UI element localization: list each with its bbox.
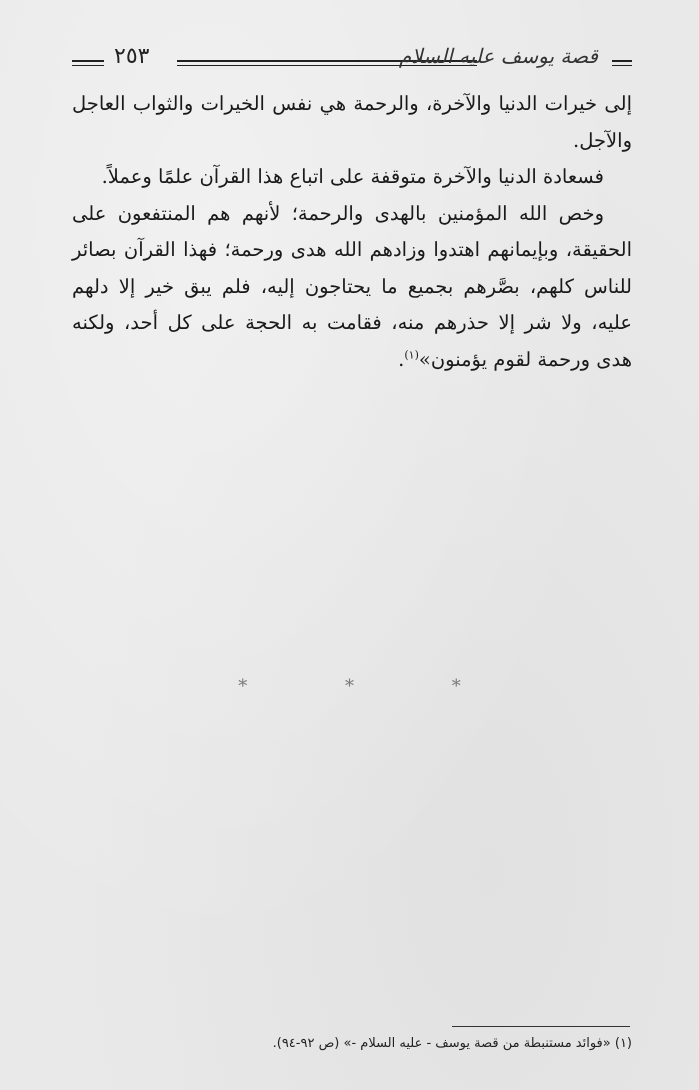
footnote-rule bbox=[452, 1026, 630, 1027]
closing-punctuation: . bbox=[398, 347, 405, 371]
header-rule bbox=[72, 60, 104, 66]
body-text bbox=[72, 86, 632, 378]
paragraph-text: وخص الله المؤمنين بالهدى والرحمة؛ لأنهم هم المنتفعون على الحقيقة، وبإيمانهم اهتدوا وزادهم الله هدى ورحمة؛ فهذا القرآن بصائر للناس كلهم، بصَّرهم بجميع ما يحتاجون إليه، فلم يبق خير إلا دلهم عليه، ولا شر إلا حذرهم منه، فقامت به الحجة على كل أحد، ولكنه هدى ورحمة لقوم يؤمنون» bbox=[72, 201, 632, 371]
header-rule bbox=[612, 60, 632, 66]
paragraph bbox=[72, 196, 632, 379]
page-header bbox=[72, 40, 632, 80]
footnote-marker: (١) bbox=[404, 348, 419, 361]
paragraph: إلى خيرات الدنيا والآخرة، والرحمة هي نفس الخيرات والثواب العاجل والآجل. bbox=[72, 92, 632, 152]
section-separator: * * * bbox=[238, 676, 507, 697]
page-number: ٢٥٣ bbox=[114, 44, 150, 69]
paragraph: فسعادة الدنيا والآخرة متوقفة على اتباع هذا القرآن علمًا وعملاً. bbox=[101, 165, 604, 188]
running-title: قصة يوسف عليه السلام bbox=[398, 44, 598, 68]
footnote: (١) «فوائد مستنبطة من قصة يوسف - عليه السلام -» (ص ٩٢-٩٤). bbox=[272, 1036, 632, 1051]
